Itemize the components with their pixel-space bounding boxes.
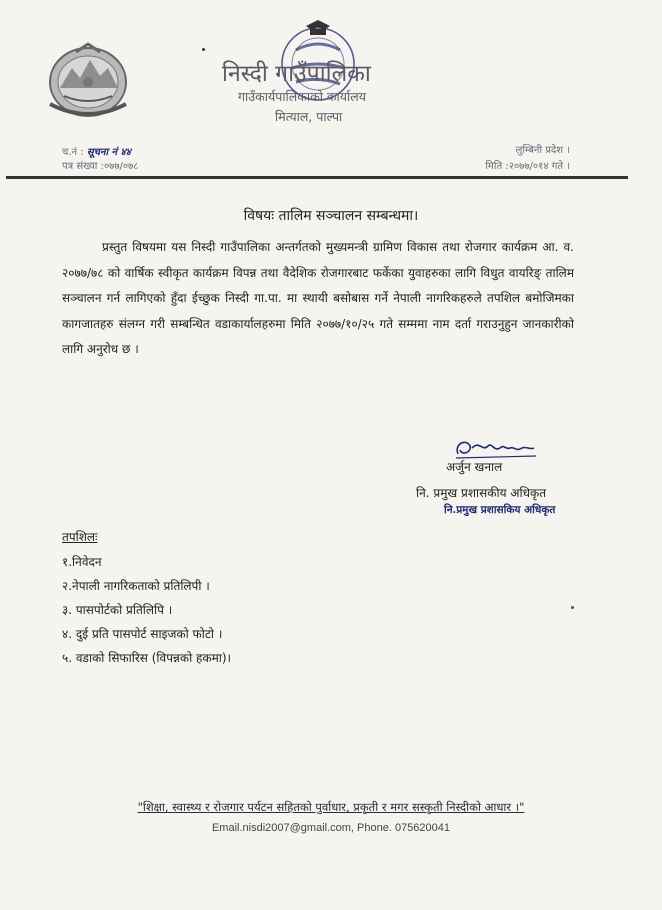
footer-motto [0,800,662,815]
province-name: लुम्बिनी प्रदेश । [515,145,570,156]
ink-speck [571,606,574,609]
office-subtitle: गाउँकार्यपालिकाको कार्यालय [238,89,366,104]
signatory-designation: नि. प्रमुख प्रशासकीय अधिकृत [416,486,547,500]
letter-date-value: २०७७/०१४ गते । [508,161,570,172]
letter-date-label: मिति : [485,161,509,172]
ch-number-label: च.नं : [62,147,84,158]
list-item: २.नेपाली नागरिकताको प्रतिलिपी । [62,579,210,593]
body-paragraph: प्रस्तुत विषयमा यस निस्दी गाउँपालिका अन्तर्गतको मुख्यमन्त्री ग्रामिण विकास तथा रोजगार कार्यक्रम आ. व. २०७७/७८ को वार्षिक स्वीकृत कार्यक्रम विपन्न तथा वैदेशिक रोजगारबाट फर्केका युवाहरुका लागि विधुत वायरिङ् तालिम सञ्चालन गर्न लागिएको हुँदा ईच्छुक निस्दी गा.पा. मा स्थायी बसोबास गर्ने नेपाली नागरिकहरुले तपशिल बमोजिमका कागजातहरु संलग्न गरी सम्बन्धित वडाकार्यालहरुमा मिति २०७७/१०/२५ गते सम्ममा नाम दर्ता गराउनुहुन जानकारीको लागि अनुरोध छ । [62,240,574,356]
list-item: ४. दुई प्रति पासपोर्ट साइजको फोटो । [62,627,223,641]
letter-number-label: पत्र संख्या : [62,161,104,172]
letter-number-value: ०७७/०७८ [103,161,139,172]
letter-number [62,158,139,172]
letter-subject: विषयः तालिम सञ्चालन सम्बन्धमा। [243,208,419,224]
nepal-emblem-icon [46,42,130,120]
signatory-name: अर्जुन खनाल [446,460,503,474]
header-divider [6,176,628,179]
footer-contact: Email.nisdi2007@gmail.com, Phone. 075620041 [211,822,451,834]
document-list [62,550,231,670]
list-heading: तपशिलः [62,530,98,544]
ch-number-value: सूचना नं ४४ [86,147,131,158]
letter-date [485,158,570,172]
footer-motto-text: "शिक्षा, स्वास्थ्य र रोजगार पर्यटन सहितको पुर्वाधार, प्रकृती र मगर सस्कृती निस्दीको आधार ।" [137,800,525,814]
office-name: निस्दी गाउँपालिका [222,61,371,87]
office-location: मित्याल, पाल्पा [275,109,343,124]
list-item: ३. पासपोर्टको प्रतिलिपि । [62,603,173,617]
list-item: १.निवेदन [62,555,102,569]
ch-number [62,144,131,158]
list-item: ५. वडाको सिफारिस (विपन्नको हकमा)। [62,651,232,665]
ink-dot [202,48,205,51]
letter-body [62,235,574,363]
designation-stamp: नि.प्रमुख प्रशासकिय अधिकृत [444,504,556,516]
